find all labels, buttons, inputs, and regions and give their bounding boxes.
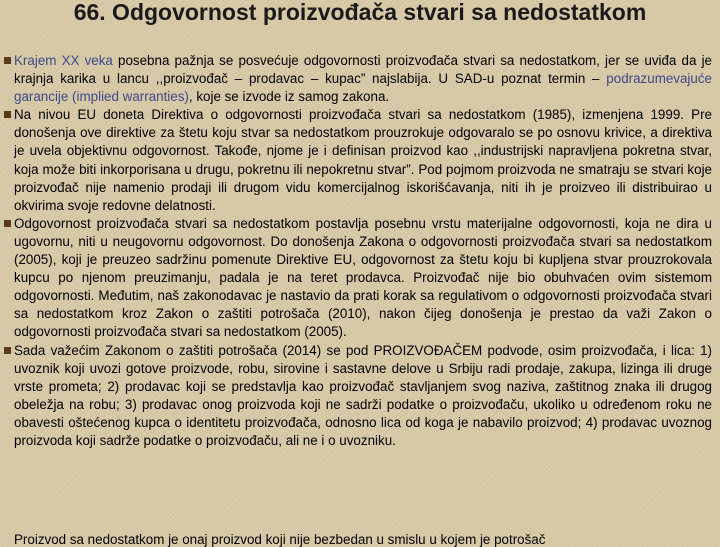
paragraph-4 — [4, 342, 712, 451]
slide-body — [4, 52, 712, 450]
paragraph-1-lead: Krajem XX veka — [14, 53, 113, 68]
paragraph-1-text-b: , koje se izvode iz samog zakona. — [188, 89, 390, 105]
square-bullet-icon — [4, 111, 11, 118]
paragraph-3-text: Odgovornost proizvođača stvari sa nedostatkom postavlja posebnu vrstu materijalne odgovornosti, koja ne dira u ugovornu, niti u neugovornu odgovornost. Do donošenja Zakona o odgovornosti proizvođača stvari sa nedostatkom (2005), koji je preuzeo sadržinu pomenute Direktive EU, odgovornost za štetu koju bi kupljena stvar prouzrokovala kupcu po njenom preuzimanju, padala je na teret prodavca. Proizvođač nije bio obuhvaćen ovim sistemom odgovornosti. Međutim, naš zakonodavac je nastavio da prati korak sa regulativom o odgovornosti proizvođača stvari sa nedostatkom kroz Zakon o zaštiti potrošača (2010), nakon čijeg donošenja je prestao da važi Zakon o odgovornosti proizvođača stvari sa nedostatkom (2005). — [14, 215, 712, 340]
cutoff-line: Proizvod sa nedostatkom je onaj proizvod koji nije bezbedan u smislu u kojem je potrošač — [14, 532, 546, 547]
paragraph-1-highlight: podrazumevajuće garancije (implied warranties) — [14, 71, 712, 105]
paragraph-2-text: Na nivou EU doneta Direktiva o odgovornosti proizvođača stvari sa nedostatkom (1985), izmenjena 1999. Pre donošenja ove direktive za štetu koju stvar sa nedostatkom prouzrokuje odgovaralo se po osnovu krivice, a direktiva je uvela objektivnu odgovornost. Takođe, njome je i definisan proizvod kao ,,industrijski napravljena pokretna stvar, koja može biti inkorporisana u drugu, pokretnu ili nepokretnu stvar”. Pod pojmom proizvoda ne smatraju se stvari koje proizvođač nije namenio prodaji ili drugom vidu komercijalnog iskorišćavanja, niti ih je proizveo ili distribuirao u okvirima svoje redovne delatnosti. — [14, 107, 712, 213]
paragraph-2 — [4, 106, 712, 215]
square-bullet-icon — [4, 347, 11, 354]
paragraph-1-text-a: posebna pažnja se posvećuje odgovornosti proizvođača stvari sa nedostatkom, jer se uviđa da je krajnja karika u lancu ,,proizvođač – prodavac – kupac” najslabija. U SAD-u poznat termin – — [14, 53, 712, 87]
paragraph-4-text: Sada važećim Zakonom o zaštiti potrošača (2014) se pod PROIZVOĐAČEM podvode, osim proizvođača, i lica: 1) uvoznik koji uvozi gotove proizvode, robu, sirovine i sastavne delove u Srbiju radi prodaje, zakupa, lizinga ili druge vrste prometa; 2) prodavac koji se predstavlja kao proizvođač stavljanjem svog naziva, zaštitnog znaka ili drugog obeležja na robu; 3) prodavac onog proizvoda koji ne sadrži podatke o proizvođaču, ukoliko u određenom roku ne obavesti oštećenog kupca o identitetu proizvođača, odnosno lica od koga je nabavilo proizvod; 4) prodavac uvoznog proizvoda koji sadrže podatke o proizvođaču, ali ne i o uvozniku. — [14, 342, 712, 448]
paragraph-3 — [4, 215, 712, 342]
slide-title: 66. Odgovornost proizvođača stvari sa nedostatkom — [73, 0, 647, 25]
square-bullet-icon — [4, 57, 11, 64]
square-bullet-icon — [4, 220, 11, 227]
paragraph-1 — [4, 52, 712, 106]
